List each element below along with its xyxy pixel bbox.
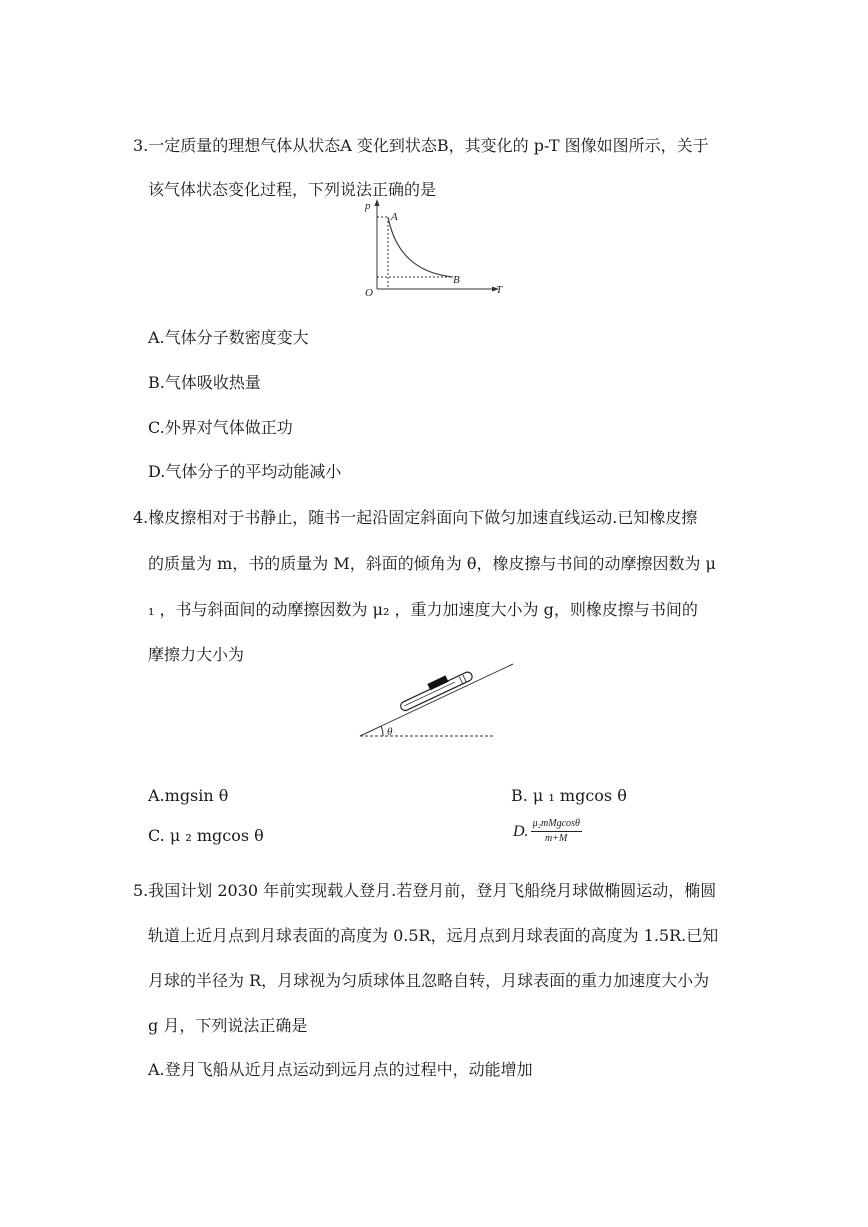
q4-stem-line-1: 4.橡皮擦相对于书静止，随书一起沿固定斜面向下做匀加速直线运动.已知橡皮擦 [133,508,698,527]
q5-stem-line-2: 轨道上近月点到月球表面的高度为 0.5R，远月点到月球表面的高度为 1.5R.已知 [148,926,719,945]
angle-label: θ [387,726,393,738]
q5-option-a: A.登月飞船从近月点运动到远月点的过程中，动能增加 [148,1060,533,1079]
state-a-label: A [391,211,398,223]
fraction-denominator: m+M [545,833,568,844]
q4-stem-line-3: ₁ ，书与斜面间的动摩擦因数为 μ₂ ，重力加速度大小为 g，则橡皮擦与书间的 [148,600,698,619]
q4-option-c: C. μ ₂ mgcos θ [148,826,264,845]
q4-option-d-prefix: D. [513,822,529,840]
state-b-label: B [453,274,460,286]
book [397,665,474,712]
q4-option-d-fraction [531,818,582,845]
q4-option-d [513,818,582,845]
incline-surface [360,664,513,736]
q5-stem-line-1: 5.我国计划 2030 年前实现载人登月.若登月前，登月飞船绕月球做椭圆运动，椭圆 [133,881,717,900]
q3-option-c: C.外界对气体做正功 [148,418,293,437]
q4-option-a: A.mgsin θ [148,786,229,805]
fraction-numerator: μ₂mMgcosθ [531,818,582,832]
incline-figure [355,660,520,742]
q3-stem-line-1: 3.一定质量的理想气体从状态A 变化到状态B，其变化的 p-T 图像如图所示，关于 [133,136,709,155]
pt-graph [355,197,515,302]
q3-option-a: A.气体分子数密度变大 [148,328,309,347]
q5-stem-line-3: 月球的半径为 R，月球视为匀质球体且忽略自转，月球表面的重力加速度大小为 [148,971,710,990]
q4-option-b: B. μ ₁ mgcos θ [511,786,627,805]
q3-option-d: D.气体分子的平均动能减小 [148,462,342,481]
q4-stem-line-2: 的质量为 m，书的质量为 M，斜面的倾角为 θ，橡皮擦与书间的动摩擦因数为 μ [148,554,716,573]
angle-arc [381,726,383,736]
q4-stem-line-4: 摩擦力大小为 [148,645,245,664]
q5-stem-line-4: g 月，下列说法正确是 [148,1016,308,1035]
origin-label: O [365,287,373,299]
q3-option-b: B.气体吸收热量 [148,373,261,392]
t-axis-label: T [496,284,503,296]
q3-stem-line-2: 该气体状态变化过程，下列说法正确的是 [148,180,437,199]
p-axis-arrow [375,199,380,206]
p-axis-label: p [365,200,371,212]
a-to-b-curve [388,217,453,277]
